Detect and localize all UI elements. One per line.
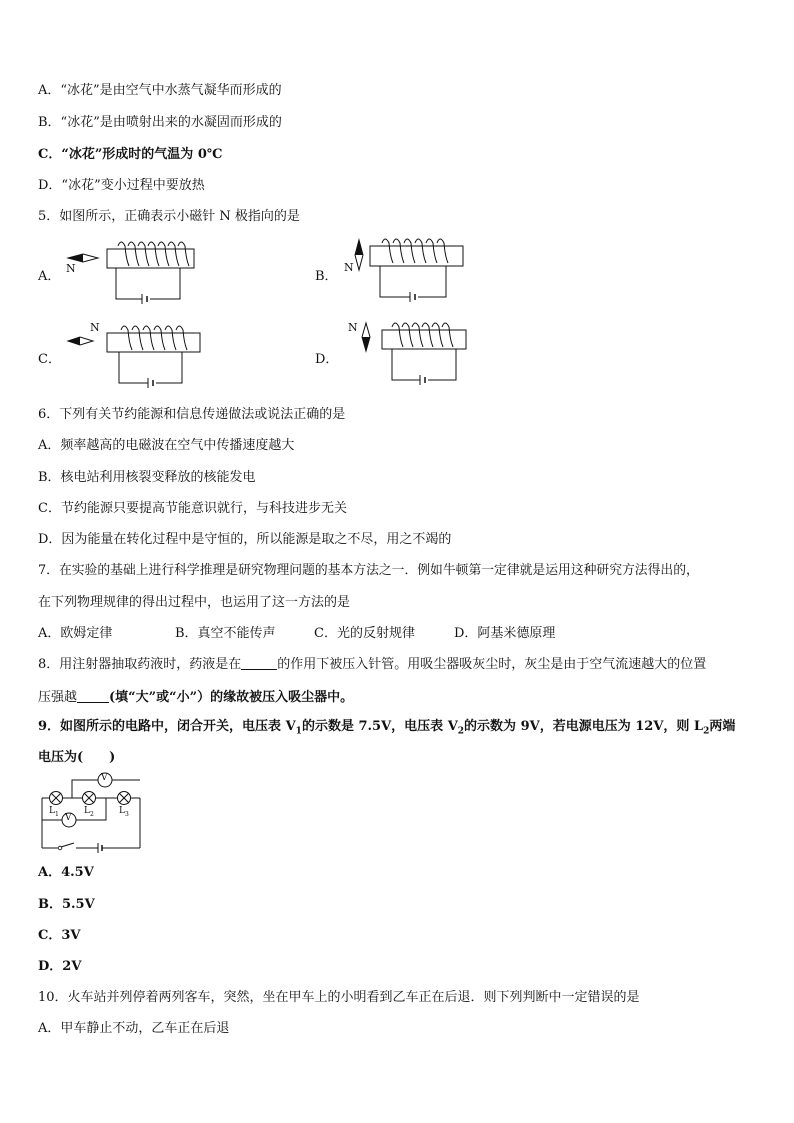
q5-label-c: C．: [38, 352, 61, 367]
q6-stem: 6．下列有关节约能源和信息传递做法或说法正确的是: [38, 407, 346, 422]
q7-stem-line2: 在下列物理规律的得出过程中，也运用了这一方法的是: [38, 595, 351, 610]
q9-stem-part-c: 的示数为 9V，若电源电压为 12V，则 L: [464, 719, 704, 734]
q9-option-a: A．4.5V: [38, 865, 94, 880]
q9-option-c: C．3V: [38, 928, 81, 943]
q9-l3-letter: L: [119, 806, 125, 816]
q9-voltmeter-lower-label: V: [65, 813, 72, 823]
q8-line2-part2: (填“大”或“小”）的缘故被压入吸尘器中。: [109, 690, 354, 705]
q5-label-a: A．: [38, 269, 61, 284]
q7-option-a: A．欧姆定律: [38, 626, 113, 641]
q9-stem-part-a: 9．如图所示的电路中，闭合开关，电压表 V: [38, 719, 296, 734]
q5-stem: 5．如图所示，正确表示小磁针 N 极指向的是: [38, 209, 300, 224]
lamp-l3-icon: [118, 792, 131, 805]
q9-lamp-l3-label: [119, 806, 129, 818]
q5-label-d: D．: [315, 352, 339, 367]
lamp-l1-icon: [50, 792, 63, 805]
q5-b-pole-label: N: [344, 261, 354, 274]
q7-option-b: B．真空不能传声: [175, 626, 276, 641]
q9-option-d: D．2V: [38, 959, 82, 974]
q4-option-a: A．“冰花”是由空气中水蒸气凝华而形成的: [38, 83, 282, 98]
q9-l2-letter: L: [84, 806, 90, 816]
q7-option-c: C．光的反射规律: [314, 626, 415, 641]
q9-stem-part-d: 两端: [709, 719, 736, 734]
q9-lamp-l1-label: [49, 806, 59, 818]
q10-option-a: A．甲车静止不动，乙车正在后退: [38, 1021, 230, 1036]
q4-option-c: C．“冰花”形成时的气温为 0℃: [38, 147, 223, 162]
lamp-l2-icon: [83, 792, 96, 805]
q6-option-c: C．节约能源只要提高节能意识就行，与科技进步无关: [38, 501, 347, 516]
q6-option-a: A．频率越高的电磁波在空气中传播速度越大: [38, 438, 295, 453]
q5-c-pole-label: N: [90, 321, 100, 334]
q4-option-b: B．“冰花”是由喷射出来的水凝固而形成的: [38, 115, 282, 130]
q4-option-d: D．“冰花”变小过程中要放热: [38, 178, 205, 193]
q9-l3-sub: 3: [124, 810, 129, 818]
q8-line1-part1: 8．用注射器抽取药液时，药液是在: [38, 657, 242, 672]
q5-a-pole-label: N: [66, 262, 76, 275]
q9-stem-part-b: 的示数是 7.5V，电压表 V: [301, 719, 458, 734]
q8-line2-part1: 压强越: [38, 690, 78, 705]
q5-d-pole-label: N: [348, 321, 358, 334]
q9-stem-line2: 电压为( ): [38, 750, 116, 765]
q9-l1-letter: L: [49, 806, 55, 816]
q9-option-b: B．5.5V: [38, 897, 95, 912]
q9-l2-sub: 2: [89, 810, 94, 818]
q10-stem: 10．火车站并列停着两列客车，突然，坐在甲车上的小明看到乙车正在后退．则下列判断中一定错误的是: [38, 990, 640, 1005]
q5-label-b: B．: [315, 269, 338, 284]
q9-sub-1: 1: [295, 726, 302, 737]
q9-lamp-l2-label: [84, 806, 94, 818]
q6-option-d: D．因为能量在转化过程中是守恒的，所以能源是取之不尽，用之不竭的: [38, 532, 452, 547]
q8-line1-part2: 的作用下被压入针管。用吸尘器吸灰尘时，灰尘是由于空气流速越大的位置: [277, 657, 707, 672]
q9-sub-2: 2: [457, 726, 465, 737]
q9-l1-sub: 1: [54, 810, 59, 818]
q7-option-d: D．阿基米德原理: [454, 626, 556, 641]
q9-voltmeter-upper-label: V: [101, 773, 108, 783]
q6-option-b: B．核电站利用核裂变释放的核能发电: [38, 470, 256, 485]
q7-stem-line1: 7．在实验的基础上进行科学推理是研究物理问题的基本方法之一．例如牛顿第一定律就是运用这种研究方法得出的，: [38, 563, 699, 578]
q9-sub-3: 2: [703, 726, 710, 737]
